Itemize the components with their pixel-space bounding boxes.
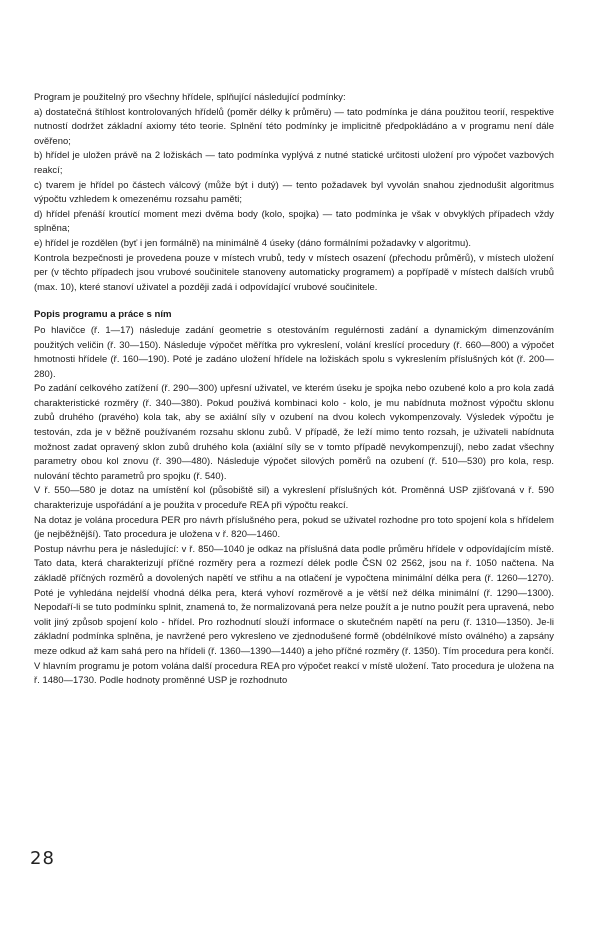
paragraph-header-geometry: Po hlavičce (ř. 1—17) následuje zadání geometrie s otestováním regulérnosti zadání a dynamickým dimenzováním použitých veličin (ř. 30—150). Následuje výpočet měřítka pro vykreslení, volání kreslící procedury (ř. 660—800) a výpočet hmotnosti hřídele (ř. 160—190). Poté je zadáno uložení hřídele na ložiskách spolu s vykreslením příslušných kót (ř. 200—280). <box>34 323 554 379</box>
paragraph-load: Po zadání celkového zatížení (ř. 290—300) upřesní uživatel, ve kterém úseku je spojka nebo ozubené kolo a pro kola zadá charakteristické rozměry (ř. 340—380). Pokud použivá kombinaci kolo - kolo, je mu nabídnuta možnost výpočtu sklonu zubů druhého (pravého) kola tak, aby se axiální síly v ozubení na dvou kolech vykompenzovaly. Výsledek výpočtu je testován, zda je v běžně používaném rozsahu sklonu zubů. V případě, že leží mimo tento rozsah, je uživateli nabídnuta možnost zadat opravený sklon zubů druhého kola (axiální síly se v tomto případě nevykompenzují), nebo zadat všechny parametry obou kol znovu (ř. 390—480). Následuje výpočet silových poměrů na ozubení (ř. 510—530) pro kola, resp. nulování těchto parametrů pro spojku (ř. 540). <box>34 382 554 481</box>
paragraph-condition-c: c) tvarem je hřídel po částech válcový (může být i dutý) — tento požadavek byl vyvolán snahou zjednodušit algoritmus výpočtu vzhledem k omezenému rozsahu paměti; <box>34 178 554 205</box>
paragraph-key-procedure: Na dotaz je volána procedura PER pro návrh příslušného pera, pokud se uživatel rozhodne pro toto spojení kola s hřídelem (je nejběžnější). Tato procedura je uložena v ř. 820—1460. <box>34 513 554 540</box>
paragraph-wheel-placement: V ř. 550—580 je dotaz na umístění kol (působiště sil) a vykreslení příslušných kót. Proměnná USP zjišťovaná v ř. 590 charakterizuje uspořádání a je použita v proceduře REA při výpočtu reakcí. <box>34 484 554 511</box>
section-heading: Popis programu a práce s ním <box>34 309 172 321</box>
paragraph-condition-a: a) dostatečná štíhlost kontrolovaných hřídelů (poměr délky k průměru) — tato podmínka je dána použitou teorií, respektive nutností dodržet základní axiomy této teorie. Splnění této podmínky je implicitně předpokládáno a v programu není dále ověřeno; <box>34 105 554 146</box>
paragraph-reactions: V hlavním programu je potom volána další procedura REA pro výpočet reakcí v místě uložení. Tato procedura je uložena na ř. 1480—1730. Podle hodnoty proměnné USP je rozhodnuto <box>34 659 554 686</box>
paragraph-key-design: Postup návrhu pera je následující: v ř. 850—1040 je odkaz na příslušná data podle průměru hřídele v odpovídajícím místě. Tato data, která charakterizují příčné rozměry pera a rozmezí délek podle ČSN 02 2562, jsou na ř. 1050 načtena. Na základě příčných rozměrů a dovolených napětí ve střihu a na otlačení je vypočtena minimální délka pera (ř. 1260—1270). Poté je vyhledána nejdelší vhodná délka pera, která vyhoví rozměrově a je větší než délka minimální (ř. 1290—1300). Nepodaří-li se tuto podmínku splnit, znamená to, že normalizovaná pera nelze použít a je nutno použít pera upravená, nebo volit jiný způsob spojení kolo - hřídel. Pro rozhodnutí slouží informace o skutečném napětí na peru (ř. 1310—1350). Je-li základní podmínka splněna, je navržené pero vykresleno ve zjednodušené formě (obdélníkové místo oválného) a zapsány meze odkud až kam sahá pero na hřídeli (ř. 1360—1390—1440) a jeho příčné rozměry (ř. 1350). Tím procedura pera končí. <box>34 542 555 656</box>
document-page <box>34 90 554 688</box>
paragraph-condition-b: b) hřídel je uložen právě na 2 ložiskách — tato podmínka vyplývá z nutné statické určitosti uložení pro výpočet vazbových reakcí; <box>34 149 554 175</box>
paragraph-safety-check: Kontrola bezpečnosti je provedena pouze v místech vrubů, tedy v místech osazení (přechodu průměrů), v místech uložení per (v těchto případech jsou vrubové součinitele stanoveny automaticky programem) a popřípadě v místech dalších vrubů (max. 10), které stanoví uživatel a později zadá i odpovídající vrubové součinitele. <box>34 251 554 292</box>
paragraph-intro: Program je použitelný pro všechny hřídele, splňující následující podmínky: <box>34 91 346 102</box>
paragraph-condition-d: d) hřídel přenáší kroutící moment mezi dvěma body (kolo, spojka) — tato podmínka je však v obvyklých případech vždy splněna; <box>34 207 554 234</box>
paragraph-condition-e: e) hřídel je rozdělen (byť i jen formálně) na minimálně 4 úseky (dáno formálními požadavky v algoritmu). <box>34 236 472 248</box>
page-number: 28 <box>30 848 55 869</box>
